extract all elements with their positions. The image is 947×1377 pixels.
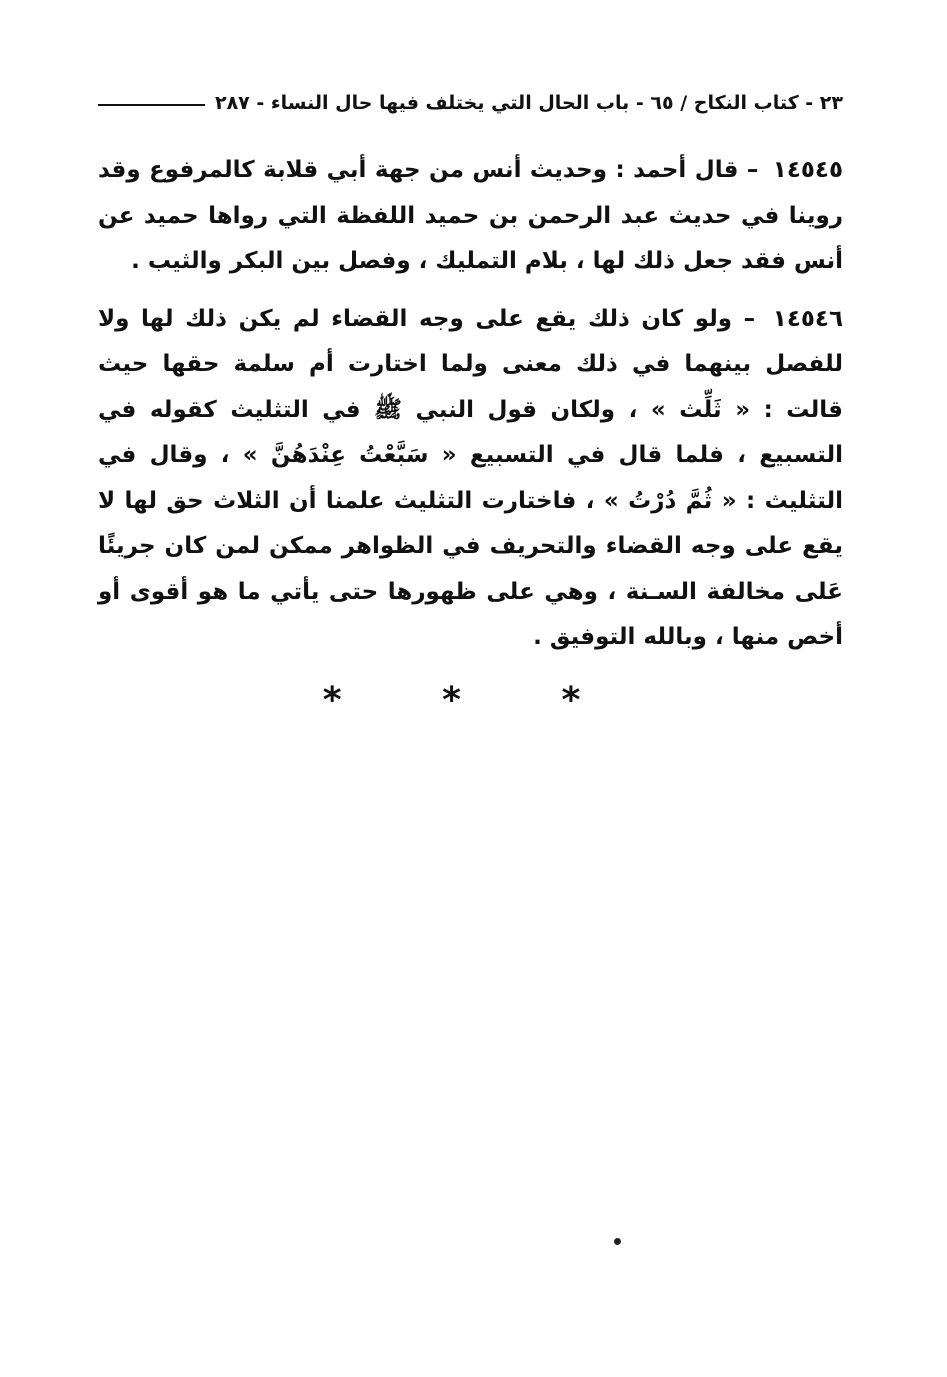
ink-speck <box>614 1238 621 1245</box>
body-text <box>98 148 843 673</box>
paragraph-text: – قال أحمد : وحديث أنس من جهة أبي قلابة كالمرفوع وقد روينا في حديث عبد الرحمن بن حميد اللفظة التي رواها حميد عن أنس فقد جعل ذلك لها ، بلام التمليك ، وفصل بين البكر والثيب . <box>98 157 843 274</box>
paragraph-number: ١٤٥٤٥ <box>772 157 843 183</box>
paragraph <box>98 148 843 285</box>
paragraph-text: – ولو كان ذلك يقع على وجه القضاء لم يكن ذلك لها ولا للفصل بينهما في ذلك معنى ولما اختارت أم سلمة حقها حيث قالت : « ثَلِّث » ، ولكان قول النبي ﷺ في التثليث كقوله في التسبيع ، فلما قال في التسبيع « سَبَّعْتُ عِنْدَهُنَّ » ، وقال في التثليث : « ثُمَّ دُرْتُ » ، فاختارت التثليث علمنا أن الثلاث حق لها لا يقع على وجه القضاء والتحريف في الظواهر ممكن لمن كان جريئًا عَلى مخالفة السـنة ، وهي على ظهورها حتى يأتي ما هو أقوى أو أخص منها ، وبالله التوفيق . <box>98 305 843 650</box>
paragraph-number: ١٤٥٤٦ <box>772 305 843 332</box>
paragraph <box>98 297 843 661</box>
header-rule <box>98 104 205 106</box>
running-title: ٢٣ - كتاب النكاح / ٦٥ - باب الحال التي يختلف فيها حال النساء - ٢٨٧ <box>214 92 843 114</box>
section-separator: * * * <box>322 680 625 721</box>
running-header <box>98 86 843 120</box>
